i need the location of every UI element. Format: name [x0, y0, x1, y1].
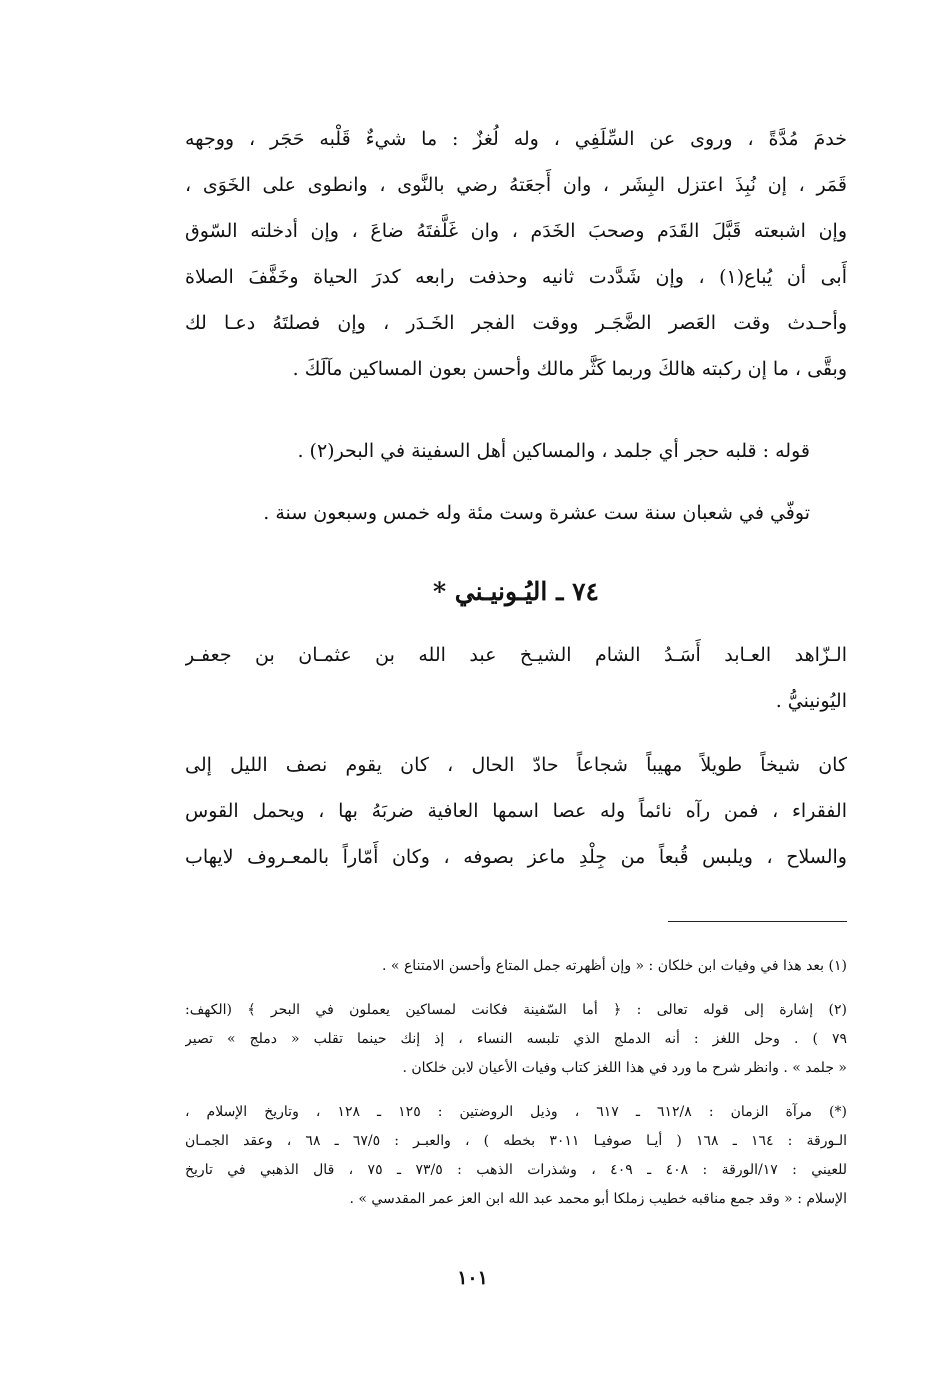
- text-line: اليُونينيُّ .: [775, 690, 847, 712]
- footnote-line: (٢) إشارة إلى قوله تعالى : ﴿ أما السّفينة فكانت لمساكين يعملون في البحر ﴾ (الكهف:: [185, 1002, 847, 1018]
- footnote-line: للعيني : ١٧/الورقة : ٤٠٨ ـ ٤٠٩ ، وشذرات الذهب : ٧٣/٥ ـ ٧٥ ، قال الذهبي في تاريخ: [185, 1162, 847, 1178]
- text-line: الفقراء ، فمن رآه نائماً وله عصا اسمها العافية ضربَهُ بها ، ويحمل القوس: [185, 800, 847, 822]
- text-line: وإن اشبعته قَبَّلَ القَدَم وصحبَ الخَدَم ، وان غَلَّفتَهُ ضاعَ ، وإن أدخلته السّوق: [185, 220, 847, 242]
- footnote-separator: [668, 921, 847, 922]
- text-line: وبقَّى ، ما إن ركبته هالكَ وربما كَثَّر مالك وأحسن بعون المساكين مآلَكَ .: [292, 358, 847, 380]
- footnote-line: (*) مرآة الزمان : ٦١٢/٨ ـ ٦١٧ ، وذيل الروضتين : ١٢٥ ـ ١٢٨ ، وتاريخ الإسلام ،: [185, 1104, 847, 1120]
- paragraph-death-date: [185, 490, 810, 536]
- paragraph-biography-name: [185, 632, 847, 724]
- text-line: كان شيخاً طويلاً مهيباً شجاعاً حادّ الحال ، كان يقوم نصف الليل إلى: [185, 754, 847, 776]
- footnote-3: [185, 1098, 847, 1214]
- footnote-line: الإسلام : « وقد جمع مناقبه خطيب زملكا أبو محمد عبد الله ابن العز عمر المقدسي » .: [349, 1191, 847, 1207]
- text-line: الـزّاهد العـابد أَسَـدُ الشام الشيـخ عبد الله بن عثمـان بن جعفـر: [185, 644, 847, 666]
- paragraph-riddle: [185, 116, 847, 392]
- paragraph-riddle-answer: [185, 428, 810, 474]
- text-line: أَبى أن يُباع(١) ، وإن شَدَّدت ثانيه وحذفت رابعه كدرَ الحياة وخَفَّفَ الصلاة: [185, 266, 847, 288]
- footnote-line: الـورقة : ١٦٤ ـ ١٦٨ ( أيـا صوفيـا ٣٠١١ بخطه ) ، والعبـر : ٦٧/٥ ـ ٦٨ ، وعقد الجمـان: [185, 1133, 847, 1149]
- text-line: قَمَر ، إن نُبِذَ اعتزل البِشَر ، وان أَجعَتهُ رضي بالنَّوى ، وانطوى على الخَوَى ،: [185, 174, 847, 196]
- text-line: قوله : قلبه حجر أي جلمد ، والمساكين أهل السفينة في البحر(٢) .: [297, 440, 810, 462]
- paragraph-biography-description: [185, 742, 847, 880]
- text-line: خدمَ مُدَّةً ، وروى عن السِّلَفِي ، وله لُغزٌ : ما شيءٌ قَلْبه حَجَر ، ووجهه: [185, 128, 847, 150]
- page-number: ١٠١: [457, 1267, 488, 1289]
- footnote-2: [185, 996, 847, 1083]
- section-heading: ٧٤ ـ اليُـونيـني *: [433, 577, 599, 606]
- text-line: والسلاح ، ويلبس قُبعاً من جِلْدِ ماعز بصوفه ، وكان أَمّاراً بالمعـروف لايهاب: [185, 846, 847, 868]
- footnote-1: [185, 952, 847, 981]
- text-line: وأحـدث وقت العَصر الضَّجَـر ووقت الفجر الخَـدَر ، وإن فصلتَهُ دعـا لك: [185, 312, 847, 334]
- footnote-line: « جلمد » . وانظر شرح ما ورد في هذا اللغز كتاب وفيات الأعيان لابن خلكان .: [402, 1060, 847, 1076]
- text-line: توفّي في شعبان سنة ست عشرة وست مئة وله خمس وسبعون سنة .: [263, 502, 810, 524]
- footnote-line: (١) بعد هذا في وفيات ابن خلكان : « وإن أظهرته جمل المتاع وأحسن الامتناع » .: [382, 958, 847, 974]
- footnote-line: ٧٩ ) . وحل اللغز : أنه الدملج الذي تلبسه النساء ، إذ إنك حينما تقلب « دملج » تصير: [185, 1031, 847, 1047]
